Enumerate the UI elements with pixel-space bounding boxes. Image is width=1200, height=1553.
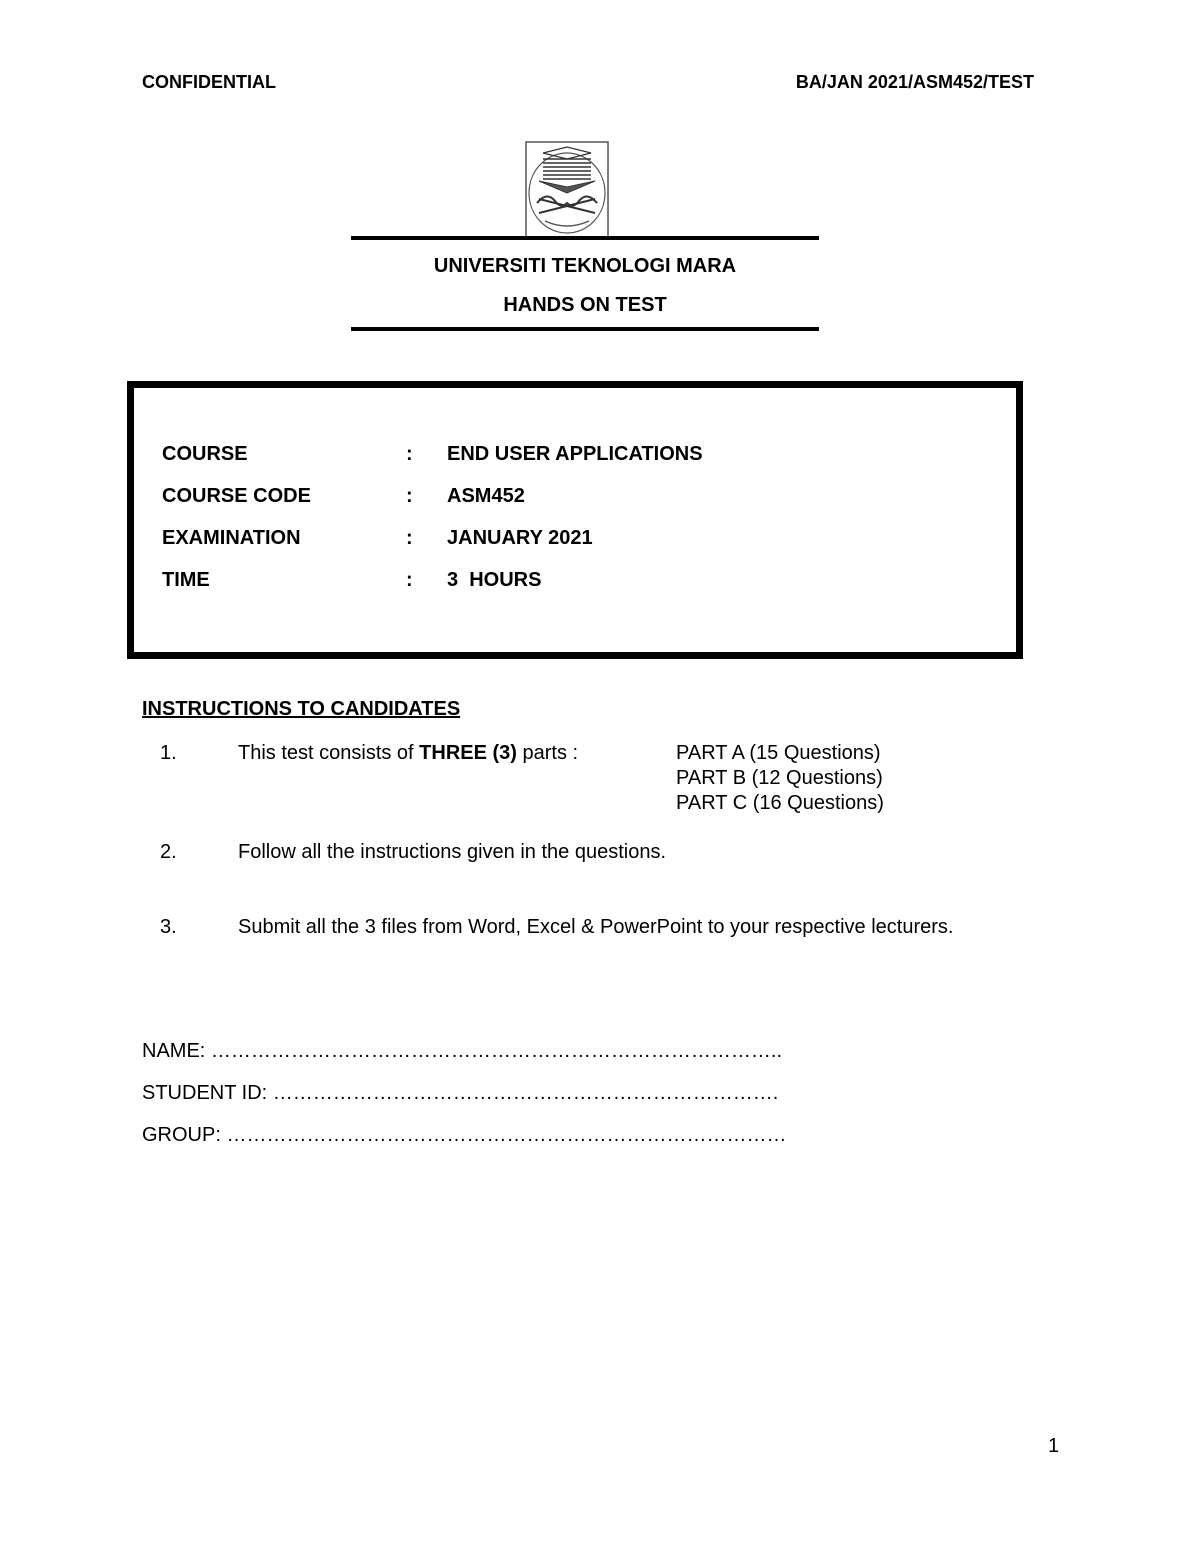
course-colon: : <box>406 443 413 465</box>
course-info-box <box>127 381 1023 659</box>
university-crest-icon <box>525 141 609 239</box>
header-confidential: CONFIDENTIAL <box>142 72 276 92</box>
instruction-number-3: 3. <box>160 916 177 938</box>
title-top-rule <box>351 236 819 240</box>
instruction-number-2: 2. <box>160 841 177 863</box>
instruction-text-1-before: This test consists of <box>238 742 420 764</box>
examination-value: JANUARY 2021 <box>447 527 593 549</box>
university-name: UNIVERSITI TEKNOLOGI MARA <box>433 255 737 277</box>
header-reference: BA/JAN 2021/ASM452/TEST <box>795 72 1034 92</box>
part-list <box>676 741 884 816</box>
instruction-number-1: 1. <box>160 742 177 764</box>
instruction-text-2: Follow all the instructions given in the questions. <box>238 841 667 863</box>
time-value: 3 HOURS <box>447 569 542 591</box>
instruction-text-1-bold: THREE (3) <box>419 742 517 764</box>
student-id-field: STUDENT ID: …………………………………………………………………. <box>142 1082 779 1104</box>
group-field: GROUP: ………………………………………………………………………… <box>142 1124 787 1146</box>
instruction-text-3: Submit all the 3 files from Word, Excel & PowerPoint to your respective lecturers. <box>238 916 954 938</box>
part-c: PART C (16 Questions) <box>676 792 884 814</box>
examination-label: EXAMINATION <box>162 527 301 549</box>
instructions-heading: INSTRUCTIONS TO CANDIDATES <box>142 698 461 720</box>
course-code-colon: : <box>406 485 413 507</box>
time-label: TIME <box>162 569 210 591</box>
course-code-value: ASM452 <box>447 485 525 507</box>
name-field: NAME: ………………………………………………………………………….. <box>142 1040 783 1062</box>
test-title: HANDS ON TEST <box>503 294 667 316</box>
instruction-text-1-after: parts : <box>516 742 579 764</box>
page-number: 1 <box>1048 1435 1060 1457</box>
part-b: PART B (12 Questions) <box>676 767 883 789</box>
time-colon: : <box>406 569 413 591</box>
course-value: END USER APPLICATIONS <box>447 443 703 465</box>
examination-colon: : <box>406 527 413 549</box>
title-bottom-rule <box>351 327 819 331</box>
course-code-label: COURSE CODE <box>162 485 311 507</box>
course-label: COURSE <box>162 443 248 465</box>
part-a: PART A (15 Questions) <box>676 742 881 764</box>
instruction-text-1 <box>238 742 578 765</box>
